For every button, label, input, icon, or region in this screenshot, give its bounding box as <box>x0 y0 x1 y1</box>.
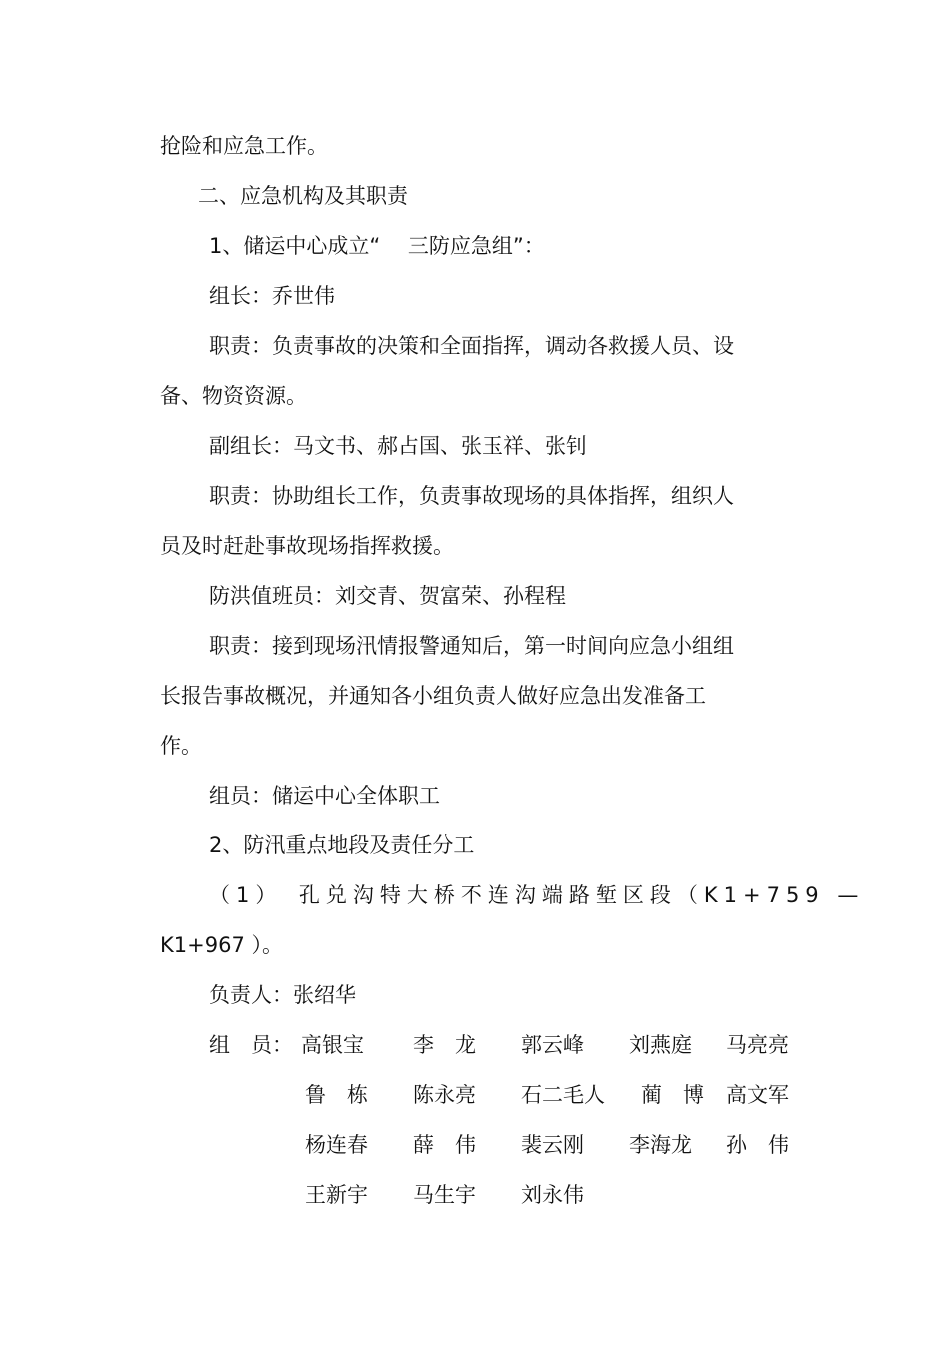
member-name: 孙 伟 <box>726 1133 789 1157</box>
flood-duty-staff-line: 防洪值班员：刘交青、贺富荣、孙程程 <box>209 584 566 608</box>
member-name: 郭云峰 <box>521 1033 584 1057</box>
section-heading-1: （1） 孔兑沟特大桥不连沟端路堑区段（K1+759 — <box>209 883 865 907</box>
deputy-duty-line-1: 职责：协助组长工作，负责事故现场的具体指挥，组织人 <box>209 484 734 508</box>
staff-duty-line-2: 长报告事故概况，并通知各小组负责人做好应急出发准备工 <box>160 684 706 708</box>
members-label: 组 员： <box>209 1033 293 1057</box>
section-heading: 二、应急机构及其职责 <box>198 184 408 208</box>
deputy-duty-line-2: 员及时赶赴事故现场指挥救援。 <box>160 534 454 558</box>
member-name: 高文军 <box>726 1083 789 1107</box>
member-name: 薛 伟 <box>413 1133 476 1157</box>
member-name: 李 龙 <box>413 1033 476 1057</box>
member-name: 蔺 博 <box>641 1083 704 1107</box>
member-name: 裴云刚 <box>521 1133 584 1157</box>
responsible-person-line: 负责人：张绍华 <box>209 983 356 1007</box>
member-name: 李海龙 <box>629 1133 692 1157</box>
member-name: 刘燕庭 <box>629 1033 692 1057</box>
leader-duty-line-2: 备、物资资源。 <box>160 384 307 408</box>
member-name: 鲁 栋 <box>305 1083 368 1107</box>
member-name: 马亮亮 <box>726 1033 789 1057</box>
member-name: 王新宇 <box>305 1183 368 1207</box>
leader-line: 组长：乔世伟 <box>209 284 335 308</box>
item-heading-2: 2、防汛重点地段及责任分工 <box>209 833 475 857</box>
member-name: 杨连春 <box>305 1133 368 1157</box>
section-heading-1-continuation: K1+967 ）。 <box>160 933 283 957</box>
item-heading-1: 1、储运中心成立“ 三防应急组”： <box>209 234 545 258</box>
deputy-leader-line: 副组长：马文书、郝占国、张玉祥、张钊 <box>209 434 587 458</box>
all-members-line: 组员：储运中心全体职工 <box>209 784 440 808</box>
member-name: 马生宇 <box>413 1183 476 1207</box>
member-name: 石二毛人 <box>521 1083 605 1107</box>
member-name: 陈永亮 <box>413 1083 476 1107</box>
paragraph-continuation: 抢险和应急工作。 <box>160 134 328 158</box>
member-name: 刘永伟 <box>521 1183 584 1207</box>
staff-duty-line-1: 职责：接到现场汛情报警通知后，第一时间向应急小组组 <box>209 634 734 658</box>
leader-duty-line-1: 职责：负责事故的决策和全面指挥，调动各救援人员、设 <box>209 334 734 358</box>
staff-duty-line-3: 作。 <box>160 734 202 758</box>
member-name: 高银宝 <box>301 1033 364 1057</box>
